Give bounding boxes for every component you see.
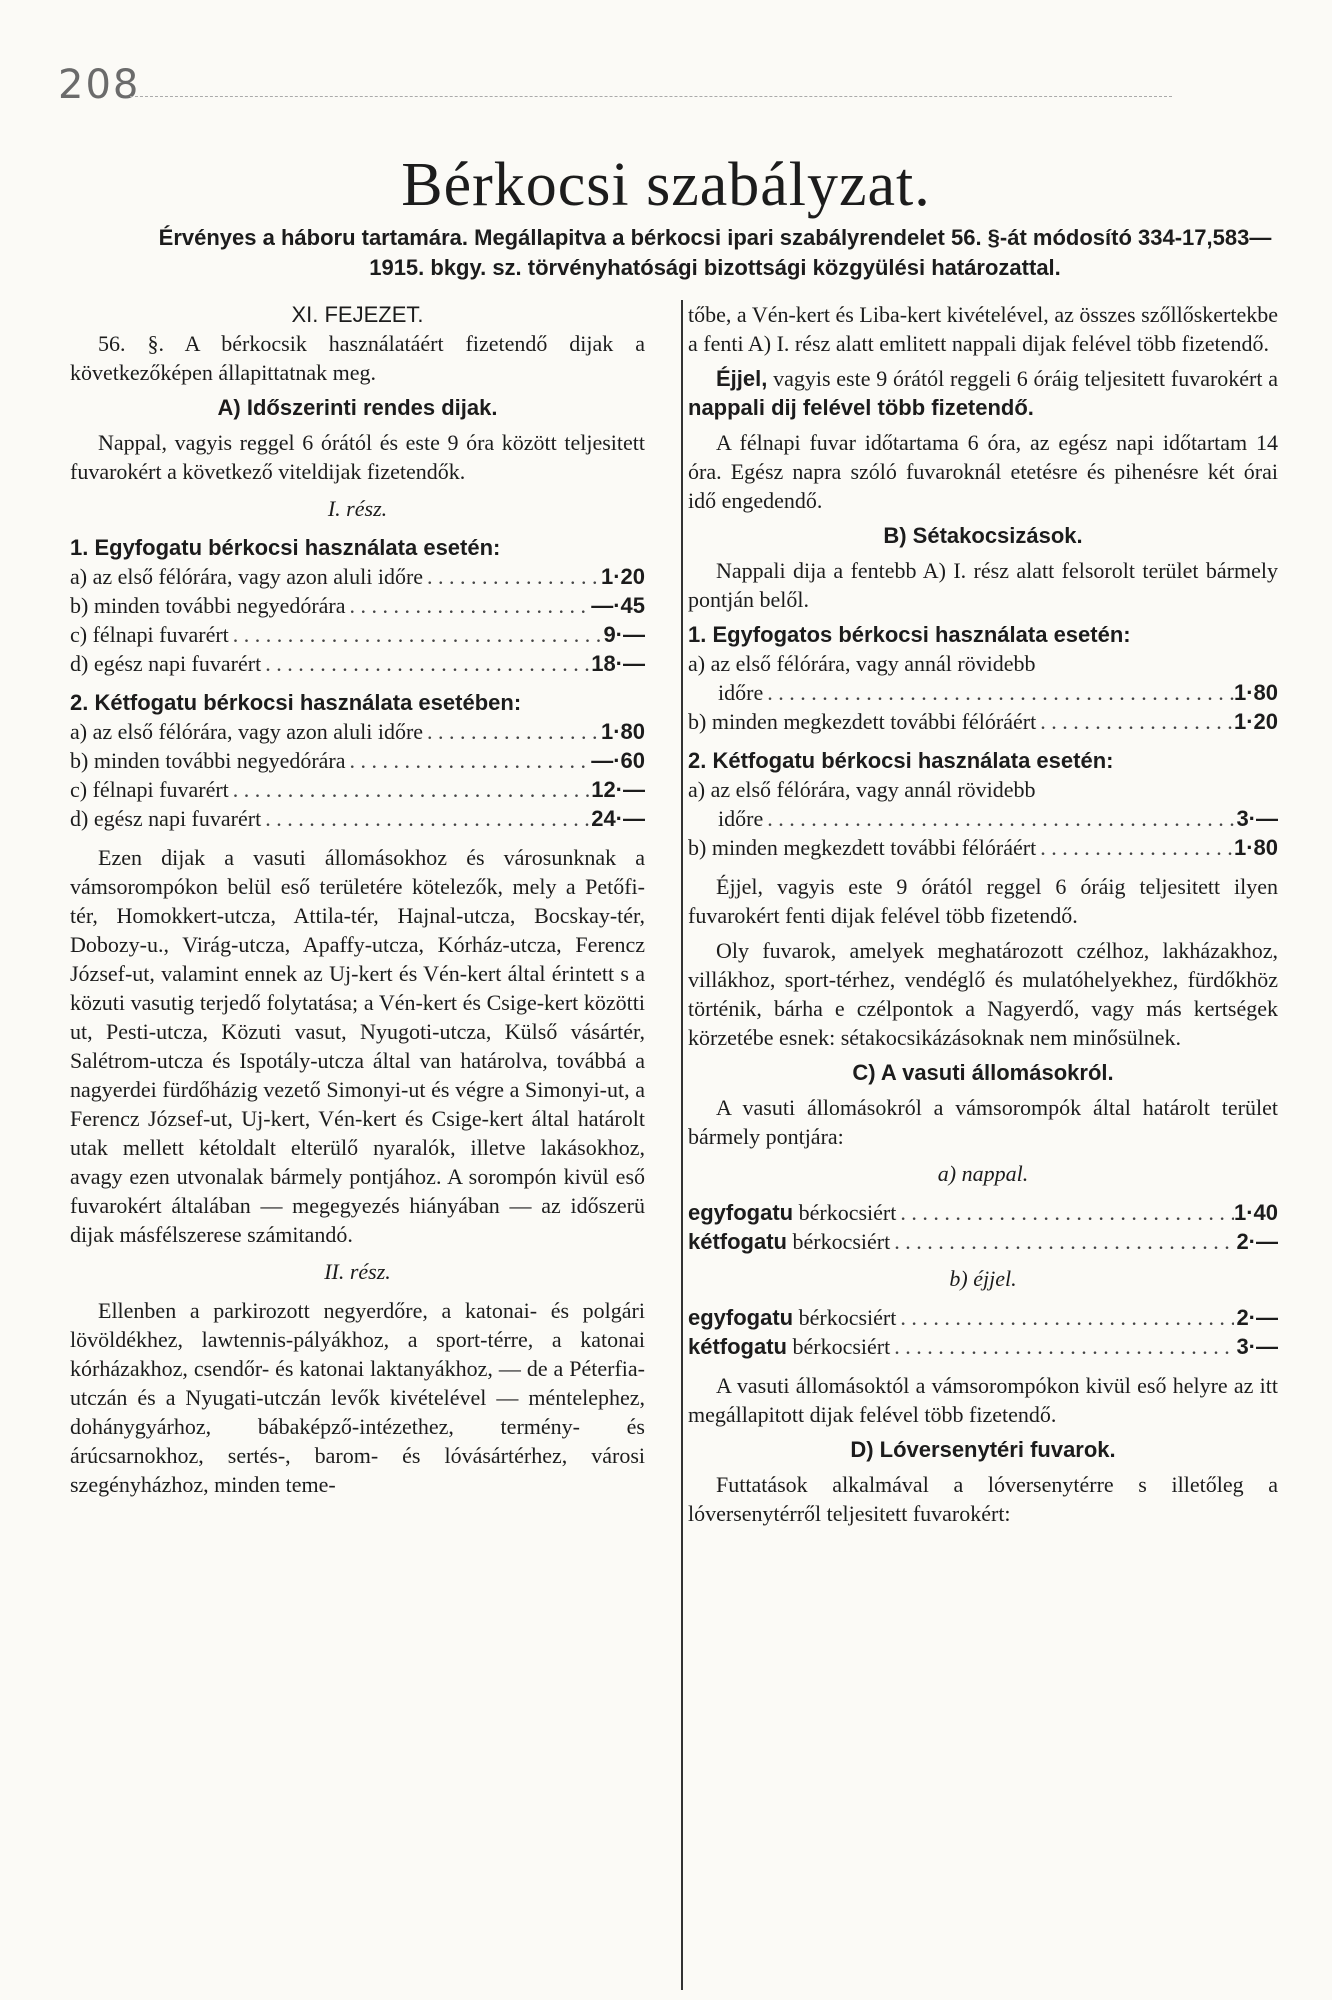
fare-value: 1·40 — [1233, 1200, 1278, 1225]
c-note-paragraph: A vasuti állomásoktól a vámsorompókon kivül eső helyre az itt megállapitott dijak felével több fizetendő. — [688, 1373, 1278, 1427]
section-a-text: Nappal, vagyis reggel 6 órától és este 9 óra között teljesitett fuvarokért a következő viteldijak fizetendők. — [70, 430, 645, 484]
fare-value: 2·— — [1236, 1305, 1278, 1330]
fare-value: 1·20 — [600, 564, 645, 589]
section-b-heading — [688, 521, 1278, 550]
fare-label: b) minden további negyedórára — [70, 748, 346, 773]
fare-row-label: a) az első félórára, vagy annál rövidebb — [688, 777, 1036, 802]
fare-label: a) az első félórára, vagy azon aluli időre — [70, 564, 424, 589]
section-d-heading — [688, 1435, 1278, 1464]
fare-value: 3·— — [1236, 1334, 1278, 1359]
fare-row — [688, 1198, 1278, 1227]
night-rule: nappali dij felével több fizetendő. — [688, 395, 1034, 420]
fare-value: 3·— — [1236, 806, 1278, 831]
fare-value: —·60 — [591, 748, 645, 773]
section-c-title: C) A vasuti állomásokról. — [852, 1060, 1114, 1085]
page-title: Bérkocsi szabályzat. — [401, 151, 931, 219]
fare-value: 1·80 — [1233, 680, 1278, 705]
fare-row — [688, 833, 1278, 862]
subtitle: Érvényes a háboru tartamára. Megállapitva a bérkocsi ipari szabályrendelet 56. §-át módosító 334-17,583—1915. bkgy. sz. törvényhatósági bizottsági közgyülési határozattal. — [158, 225, 1272, 280]
section-a-title: A) Időszerinti rendes dijak. — [217, 395, 498, 420]
part-1-heading: I. rész. — [327, 496, 388, 521]
b-one-horse-heading: 1. Egyfogatos bérkocsi használata esetén: — [688, 622, 1131, 647]
fare-row — [688, 707, 1278, 736]
fare-value: 9·— — [603, 622, 645, 647]
halfday-paragraph: A félnapi fuvar időtartama 6 óra, az egész napi időtartam 14 óra. Egész napra szóló fuvaroknál etetésre és pihenésre két órai idő engedendő. — [688, 430, 1278, 513]
night-text: vagyis este 9 órától reggeli 6 óráig teljesitett fuvarokért a — [767, 366, 1278, 391]
fare-value: 24·— — [591, 806, 645, 831]
fare-value: 18·— — [591, 651, 645, 676]
fare-label: időre — [718, 806, 764, 831]
section-d-title: D) Lóversenytéri fuvarok. — [850, 1437, 1116, 1462]
b-two-horse-heading: 2. Kétfogatu bérkocsi használata esetén: — [688, 748, 1114, 773]
fare-value: 12·— — [591, 777, 645, 802]
fare-row — [70, 804, 645, 833]
section-b-text: Nappali dija a fentebb A) I. rész alatt felsorolt terület bármely pontján belől. — [688, 558, 1278, 612]
left-column — [70, 300, 645, 1505]
fare-row — [70, 649, 645, 678]
fare-label: kétfogatu bérkocsiért — [688, 1229, 891, 1254]
fare-value: 1·80 — [600, 719, 645, 744]
fare-row — [70, 591, 645, 620]
fare-row — [688, 678, 1278, 707]
right-column — [688, 300, 1278, 1534]
one-horse-heading: 1. Egyfogatu bérkocsi használata esetén: — [70, 535, 501, 560]
fare-label: egyfogatu bérkocsiért — [688, 1305, 897, 1330]
section-c-heading — [688, 1058, 1278, 1087]
b-note-paragraph: Oly fuvarok, amelyek meghatározott czélhoz, lakházakhoz, villákhoz, sport-térhez, vendéglő és mulatóhelyekhez, fürdőkhöz történik, bárha e czélpontok a Nagyerdő, vagy más kertségek körzetébe esnek: sétakocsikázásoknak nem minősülnek. — [688, 938, 1278, 1050]
fare-label: b) minden megkezdett további félóráért — [688, 835, 1037, 860]
intro-paragraph: 56. §. A bérkocsik használatáért fizetendő dijak a következőképen állapittatnak meg. — [70, 331, 645, 385]
fare-row — [70, 562, 645, 591]
fare-row — [70, 746, 645, 775]
fare-value: 2·— — [1236, 1229, 1278, 1254]
column-divider — [681, 300, 683, 1990]
fare-row-label: a) az első félórára, vagy annál rövidebb — [688, 651, 1036, 676]
fare-row — [688, 1227, 1278, 1256]
boundary-paragraph: Ezen dijak a vasuti állomásokhoz és városunknak a vámsorompókon belül eső területére kötelezők, mely a Petőfi-tér, Homokkert-utcza, Attila-tér, Hajnal-utcza, Bocskay-tér, Dobozy-u., Virág-utcza, Apaffy-utcza, Kórház-utcza, Ferencz József-ut, valamint ennek az Uj-kert és Vén-kert által érintett s a közuti vasutig terjedő folytatása; a Vén-kert és Csige-kert közötti ut, Pesti-utcza, Közuti vasut, Nyugoti-utcza, Külső vásártér, Salétrom-utcza és Ispotály-utcza által van határolva, továbbá a nagyerdei fürdőházig vezető Simonyi-ut és végre a Simonyi-ut, a Ferencz József-ut, Uj-kert, Vén-kert és Csige-kert által határolt utak mellett kétoldalt elterülő nyaralók, illetve lakásokhoz, avagy ezen utvonalak bármely pontjához. A sorompón kivül eső fuvarokért általában — megegyezés hiányában — az időszerü dijak másfélszerese számitandó. — [70, 845, 645, 1247]
section-a-heading — [70, 393, 645, 422]
fare-label: a) az első félórára, vagy azon aluli időre — [70, 719, 424, 744]
fare-label: kétfogatu bérkocsiért — [688, 1334, 891, 1359]
chapter-heading: XI. FEJEZET. — [291, 302, 424, 327]
part-2-paragraph: Ellenben a parkirozott negyerdőre, a katonai- és polgári lövöldékhez, lawtennis-pályákhoz, a sport-térre, a katonai kórházakhoz, csendőr- és katonai laktanyákhoz, — de a Péterfia-utczán és a Nyugati-utczán levők kivételével — méntelephez, dohánygyárhoz, bábaképző-intézethez, termény- és árúcsarnokhoz, sertés-, barom- és lóvásártérhez, városi szegényházhoz, minden teme- — [70, 1298, 645, 1497]
fare-row — [70, 775, 645, 804]
fare-label: b) minden további negyedórára — [70, 593, 346, 618]
fare-row — [70, 620, 645, 649]
part-2-heading: II. rész. — [324, 1259, 391, 1284]
b-night-paragraph: Éjjel, vagyis este 9 órától reggel 6 óráig teljesitett ilyen fuvarokért fenti dijak felével több fizetendő. — [688, 874, 1278, 928]
section-c-text: A vasuti állomásokról a vámsorompók által határolt terület bármely pontjára: — [688, 1095, 1278, 1149]
fare-label: d) egész napi fuvarért — [70, 651, 262, 676]
fare-label: időre — [718, 680, 764, 705]
night-heading: b) éjjel. — [949, 1266, 1017, 1291]
day-heading: a) nappal. — [937, 1161, 1029, 1186]
fare-value: 1·20 — [1233, 709, 1278, 734]
fare-value: —·45 — [591, 593, 645, 618]
continuation-paragraph: tőbe, a Vén-kert és Liba-kert kivételével, az összes szőllőskertekbe a fenti A) I. rész alatt emlitett nappali dijak felével több fizetendő. — [688, 302, 1278, 356]
fare-row — [688, 1303, 1278, 1332]
fare-label: c) félnapi fuvarért — [70, 622, 229, 647]
section-b-title: B) Sétakocsizások. — [883, 523, 1083, 548]
fare-row — [688, 1332, 1278, 1361]
header-rule — [130, 96, 1172, 97]
section-d-text: Futtatások alkalmával a lóversenytérre s illetőleg a lóversenytérről teljesitett fuvarokért: — [688, 1472, 1278, 1526]
fare-row — [688, 804, 1278, 833]
fare-row — [70, 717, 645, 746]
night-label: Éjjel, — [716, 366, 768, 391]
two-horse-heading: 2. Kétfogatu bérkocsi használata esetében: — [70, 690, 522, 715]
night-paragraph — [688, 364, 1278, 422]
fare-label: b) minden megkezdett további félóráért — [688, 709, 1037, 734]
page-number: 208 — [58, 62, 141, 108]
fare-label: c) félnapi fuvarért — [70, 777, 229, 802]
fare-label: d) egész napi fuvarért — [70, 806, 262, 831]
fare-value: 1·80 — [1233, 835, 1278, 860]
fare-label: egyfogatu bérkocsiért — [688, 1200, 897, 1225]
